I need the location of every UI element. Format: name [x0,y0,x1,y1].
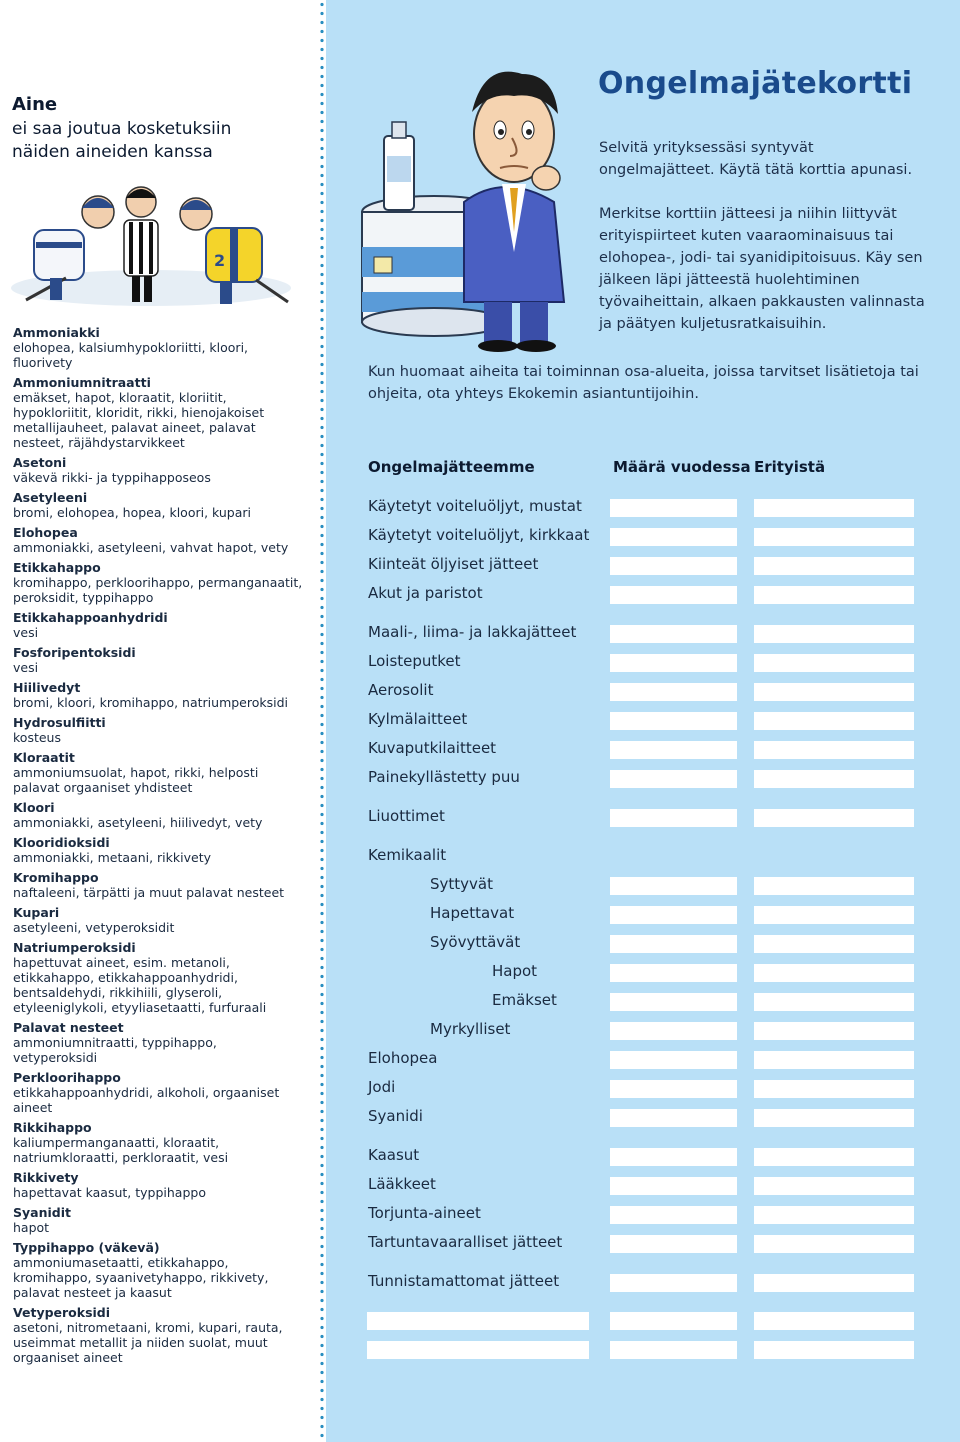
waste-row-label: Syttyvät [430,875,493,893]
special-field[interactable] [754,906,914,924]
substance-incompatibles: hapettavat kaasut, typpihappo [13,1185,206,1200]
blank-amount-field-1[interactable] [610,1312,737,1330]
waste-row-label: Akut ja paristot [368,584,483,602]
special-field[interactable] [754,683,914,701]
substance-incompatibles: vesi [13,625,39,640]
special-field[interactable] [754,499,914,517]
amount-field[interactable] [610,1022,737,1040]
substance-name: Elohopea [13,525,78,540]
special-field[interactable] [754,1206,914,1224]
waste-row-label: Elohopea [368,1049,438,1067]
special-field[interactable] [754,1051,914,1069]
amount-field[interactable] [610,1274,737,1292]
special-field[interactable] [754,528,914,546]
amount-field[interactable] [610,1148,737,1166]
amount-field[interactable] [610,1051,737,1069]
amount-field[interactable] [610,528,737,546]
waste-row-label: Tunnistamattomat jätteet [368,1272,560,1290]
substance-incompatibles: naftaleeni, tärpätti ja muut palavat nesteet [13,885,285,900]
substance-name: Kloraatit [13,750,75,765]
special-field[interactable] [754,1080,914,1098]
substance-incompatibles: väkevä rikki- ja typpihapposeos [13,470,211,485]
substance-name: Kupari [13,905,60,920]
waste-row-label: Emäkset [492,991,557,1009]
dotted-divider [318,0,326,1442]
blank-label-field-1[interactable] [367,1312,589,1330]
special-field[interactable] [754,712,914,730]
waste-row-label: Maali-, liima- ja lakkajätteet [368,623,577,641]
blank-label-field-2[interactable] [367,1341,589,1359]
waste-row-label: Lääkkeet [368,1175,436,1193]
special-field[interactable] [754,625,914,643]
special-field[interactable] [754,1177,914,1195]
special-field[interactable] [754,877,914,895]
substance-name: Kromihappo [13,870,99,885]
amount-field[interactable] [610,964,737,982]
amount-field[interactable] [610,1177,737,1195]
waste-row-label: Syövyttävät [430,933,521,951]
amount-field[interactable] [610,1109,737,1127]
aine-subtitle: ei saa joutua kosketuksiin näiden aineiden kanssa [12,119,232,162]
amount-field[interactable] [610,557,737,575]
waste-row-label: Syanidi [368,1107,423,1125]
amount-field[interactable] [610,877,737,895]
amount-field[interactable] [610,809,737,827]
amount-field[interactable] [610,625,737,643]
amount-field[interactable] [610,654,737,672]
special-field[interactable] [754,935,914,953]
substance-incompatibles: ammoniakki, metaani, rikkivety [13,850,211,865]
intro-text-2: Merkitse korttiin jätteesi ja niihin liittyvät erityispiirteet kuten vaaraominaisuus tai elohopea-, jodi- tai syanidipitoisuus. Käy sen jälkeen läpi jätteestä huolehtiminen työvaiheittain, alkaen pakkausten valinnasta ja päätyen kuljetusratkaisuihin. [599,206,925,332]
waste-row-label: Aerosolit [368,681,434,699]
special-field[interactable] [754,1235,914,1253]
substance-list [13,320,303,1365]
special-field[interactable] [754,1274,914,1292]
svg-text:2: 2 [214,251,226,270]
substance-incompatibles: hapot [13,1220,50,1235]
substance-name: Natriumperoksidi [13,940,136,955]
substance-incompatibles: emäkset, hapot, kloraatit, kloriitit, hypokloriitit, kloridit, rikki, hienojakoiset metallijauheet, palavat aineet, palavat nesteet, räjähdystarvikkeet [13,390,265,450]
special-field[interactable] [754,557,914,575]
special-field[interactable] [754,1109,914,1127]
substance-name: Etikkahappo [13,560,101,575]
amount-field[interactable] [610,683,737,701]
substance-column [0,0,318,1442]
waste-row-label: Käytetyt voiteluöljyt, kirkkaat [368,526,590,544]
blank-special-field-1[interactable] [754,1312,914,1330]
header-waste: Ongelmajätteemme [368,458,535,476]
substance-incompatibles: ammoniumasetaatti, etikkahappo, kromihappo, syaanivetyhappo, rikkivety, palavat nesteet ja kaasut [13,1255,269,1300]
substance-name: Perkloorihappo [13,1070,121,1085]
blank-amount-field-2[interactable] [610,1341,737,1359]
special-field[interactable] [754,964,914,982]
substance-name: Asetoni [13,455,67,470]
substance-incompatibles: kosteus [13,730,61,745]
aine-title: Aine [12,94,58,115]
waste-row-label: Kuvaputkilaitteet [368,739,497,757]
waste-row-label: Kylmälaitteet [368,710,468,728]
substance-incompatibles: vesi [13,660,39,675]
substance-name: Hydrosulfiitti [13,715,106,730]
substance-incompatibles: bromi, kloori, kromihappo, natriumperoksidi [13,695,289,710]
amount-field[interactable] [610,770,737,788]
intro-text-1: Selvitä yrityksessäsi syntyvät ongelmajätteet. Käytä tätä korttia apunasi. [599,140,913,178]
substance-incompatibles: asetyleeni, vetyperoksidit [13,920,175,935]
substance-name: Ammoniumnitraatti [13,375,151,390]
substance-incompatibles: elohopea, kalsiumhypokloriitti, kloori, fluorivety [13,340,249,370]
substance-name: Palavat nesteet [13,1020,124,1035]
hockey-illustration [6,170,296,320]
amount-field[interactable] [610,586,737,604]
amount-field[interactable] [610,741,737,759]
waste-row-label: Loisteputket [368,652,461,670]
blank-special-field-2[interactable] [754,1341,914,1359]
waste-row-label: Kiinteät öljyiset jätteet [368,555,539,573]
substance-name: Rikkivety [13,1170,79,1185]
waste-row-label: Jodi [368,1078,396,1096]
amount-field[interactable] [610,712,737,730]
substance-incompatibles: kaliumpermanganaatti, kloraatit, natriumkloraatti, perkloraatit, vesi [13,1135,229,1165]
substance-name: Fosforipentoksidi [13,645,136,660]
waste-row-label: Kaasut [368,1146,420,1164]
substance-incompatibles: asetoni, nitrometaani, kromi, kupari, rauta, useimmat metallit ja niiden suolat, muut orgaaniset aineet [13,1320,283,1365]
substance-incompatibles: ammoniakki, asetyleeni, hiilivedyt, vety [13,815,263,830]
substance-incompatibles: hapettuvat aineet, esim. metanoli, etikkahappo, etikkahappoanhydridi, bentsaldehydi, rikkihiili, glyseroli, etyleeniglykoli, etyyliasetaatti, furfuraali [13,955,267,1015]
waste-row-label: Painekyllästetty puu [368,768,520,786]
amount-field[interactable] [610,906,737,924]
special-field[interactable] [754,1148,914,1166]
substance-name: Ammoniakki [13,325,100,340]
substance-name: Syanidit [13,1205,71,1220]
waste-row-label: Liuottimet [368,807,445,825]
substance-name: Hiilivedyt [13,680,81,695]
waste-row-label: Tartuntavaaralliset jätteet [368,1233,563,1251]
mascot-illustration [354,52,586,352]
card-title: Ongelmajätekortti [598,66,913,101]
substance-name: Kloori [13,800,55,815]
substance-name: Vetyperoksidi [13,1305,111,1320]
waste-row-label: Hapot [492,962,538,980]
substance-incompatibles: ammoniumsuolat, hapot, rikki, helposti palavat orgaaniset yhdisteet [13,765,259,795]
waste-row-label: Hapettavat [430,904,515,922]
special-field[interactable] [754,770,914,788]
header-special: Erityistä [754,458,826,476]
substance-name: Typpihappo (väkevä) [13,1240,160,1255]
amount-field[interactable] [610,1235,737,1253]
special-field[interactable] [754,993,914,1011]
substance-incompatibles: ammoniumnitraatti, typpihappo, vetyperoksidi [13,1035,217,1065]
waste-row-label: Kemikaalit [368,846,447,864]
substance-name: Klooridioksidi [13,835,110,850]
substance-incompatibles: bromi, elohopea, hopea, kloori, kupari [13,505,252,520]
waste-row-label: Käytetyt voiteluöljyt, mustat [368,497,582,515]
waste-row-label: Torjunta-aineet [368,1204,481,1222]
special-field[interactable] [754,1022,914,1040]
amount-field[interactable] [610,993,737,1011]
special-field[interactable] [754,741,914,759]
substance-incompatibles: ammoniakki, asetyleeni, vahvat hapot, vety [13,540,289,555]
special-field[interactable] [754,809,914,827]
substance-name: Rikkihappo [13,1120,92,1135]
amount-field[interactable] [610,1206,737,1224]
header-amount: Määrä vuodessa [613,458,751,476]
substance-incompatibles: etikkahappoanhydridi, alkoholi, orgaaniset aineet [13,1085,280,1115]
amount-field[interactable] [610,935,737,953]
amount-field[interactable] [610,499,737,517]
waste-row-label: Myrkylliset [430,1020,511,1038]
amount-field[interactable] [610,1080,737,1098]
substance-incompatibles: kromihappo, perkloorihappo, permanganaatit, peroksidit, typpihappo [13,575,303,605]
substance-name: Etikkahappoanhydridi [13,610,168,625]
special-field[interactable] [754,654,914,672]
contact-text: Kun huomaat aiheita tai toiminnan osa-alueita, joissa tarvitset lisätietoja tai ohjeita, ota yhteys Ekokemin asiantuntijoihin. [368,364,919,402]
special-field[interactable] [754,586,914,604]
substance-name: Asetyleeni [13,490,88,505]
